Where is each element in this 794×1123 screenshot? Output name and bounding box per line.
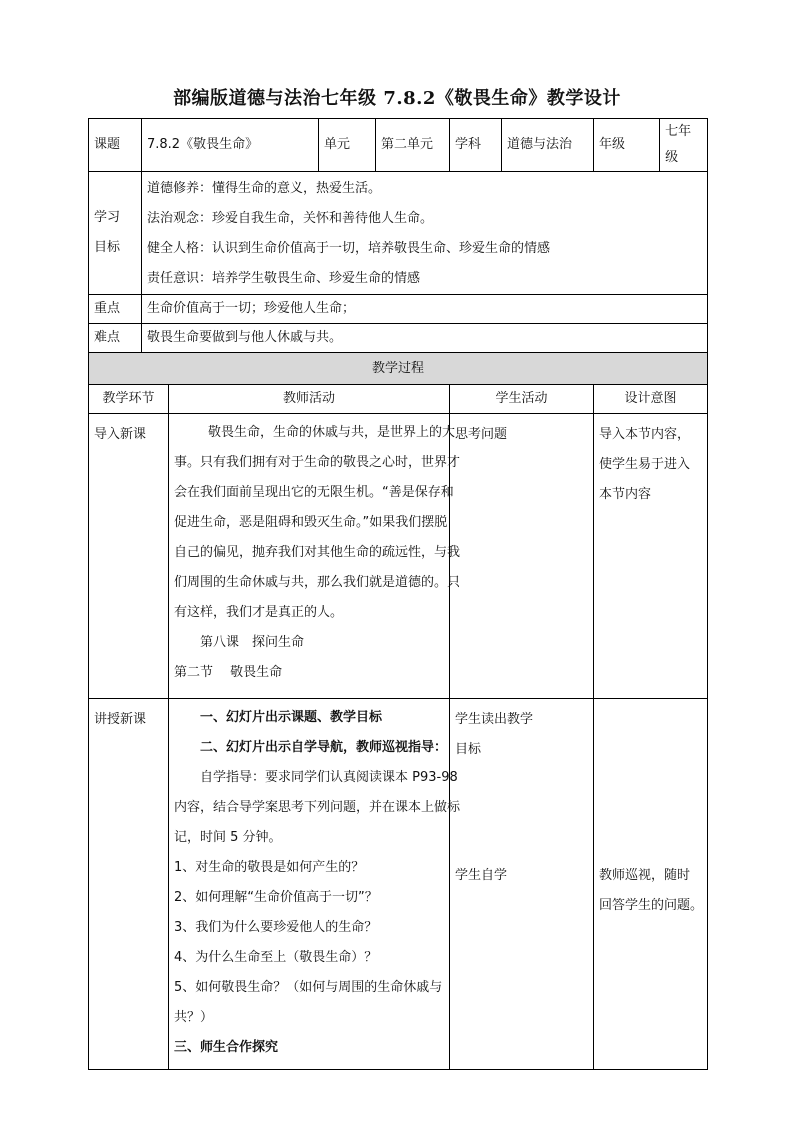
table-row (89, 414, 708, 699)
subject-label: 学科 (450, 119, 502, 172)
difficulty-value: 敬畏生命要做到与他人休戚与共。 (142, 324, 708, 353)
stage-cell: 导入新课 (89, 414, 169, 699)
unit-value: 第二单元 (376, 119, 450, 172)
document-title: 部编版道德与法治七年级 7.8.2《敬畏生命》教学设计 (173, 88, 621, 109)
key-point-value: 生命价值高于一切；珍爱他人生命； (142, 295, 708, 324)
key-point-label: 重点 (89, 295, 142, 324)
goal-item: 法治观念：珍爱自我生命，关怀和善待他人生命。 (147, 211, 434, 226)
student-activity-cell: 学生读出教学 目标 学生自学 (450, 699, 594, 1070)
goal-item: 道德修养：懂得生命的意义，热爱生活。 (147, 181, 382, 196)
process-heading: 教学过程 (89, 353, 708, 385)
goal-item: 健全人格：认识到生命价值高于一切，培养敬畏生命、珍爱生命的情感 (147, 241, 551, 256)
goals-label: 学习 目标 (89, 172, 142, 295)
goal-item: 责任意识：培养学生敬畏生命、珍爱生命的情感 (147, 271, 421, 286)
key-point-row (89, 295, 708, 324)
col-student: 学生活动 (450, 385, 594, 414)
grade-label: 年级 (594, 119, 660, 172)
col-intent: 设计意图 (594, 385, 708, 414)
lesson-value: 7.8.2《敬畏生命》 (142, 119, 319, 172)
grade-value: 七年级 (660, 119, 708, 172)
design-intent-cell: 教师巡视，随时 回答学生的问题。 (594, 699, 708, 1070)
student-activity-cell: 思考问题 (450, 414, 594, 699)
unit-label: 单元 (319, 119, 376, 172)
col-teacher: 教师活动 (169, 385, 450, 414)
subject-value: 道德与法治 (502, 119, 594, 172)
lesson-plan-table (88, 118, 708, 1070)
teacher-activity-cell: 一、幻灯片出示课题、教学目标 二、幻灯片出示自学导航，教师巡视指导： 自学指导：要求同学们认真阅读课本 P93-98 内容，结合导学案思考下列问题，并在课本上做标 记，时间 5 分钟。 1、对生命的敬畏是如何产生的？ 2、如何理解“生命价值高于一切”？ 3、我们为什么要珍爱他人的生命？ 4、为什么生命至上（敬畏生命）？ 5、如何敬畏生命？（如何与周围的生命休戚与 共？） 三、师生合作探究 (169, 699, 450, 1070)
process-heading-row (89, 353, 708, 385)
process-columns-row (89, 385, 708, 414)
stage-cell: 讲授新课 (89, 699, 169, 1070)
header-row (89, 119, 708, 172)
difficulty-row (89, 324, 708, 353)
difficulty-label: 难点 (89, 324, 142, 353)
goals-row (89, 172, 708, 295)
design-intent-cell: 导入本节内容， 使学生易于进入 本节内容 (594, 414, 708, 699)
goals-list (142, 172, 708, 295)
teacher-activity-cell: 敬畏生命，生命的休戚与共，是世界上的大 事。只有我们拥有对于生命的敬畏之心时，世界才 会在我们面前呈现出它的无限生机。“善是保存和 促进生命，恶是阻碍和毁灭生命。”如果我们摆脱 自己的偏见，抛弃我们对其他生命的疏远性，与我 们周围的生命休戚与共，那么我们就是道德的。只 有这样，我们才是真正的人。 第八课 探问生命 第二节 敬畏生命 (169, 414, 450, 699)
lesson-label: 课题 (89, 119, 142, 172)
col-stage: 教学环节 (89, 385, 169, 414)
table-row (89, 699, 708, 1070)
